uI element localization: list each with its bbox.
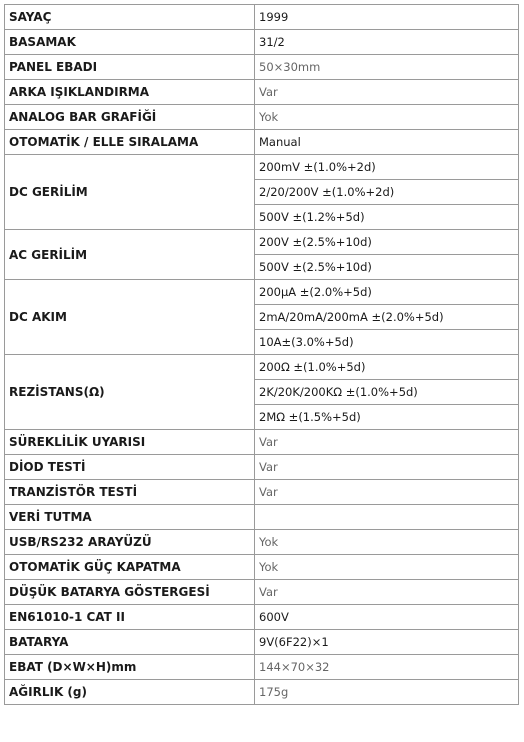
spec-label: SÜREKLİLİK UYARISI bbox=[5, 430, 255, 455]
table-row bbox=[5, 155, 519, 180]
spec-value: 2K/20K/200KΩ ±(1.0%+5d) bbox=[255, 380, 519, 405]
spec-value: 200V ±(2.5%+10d) bbox=[255, 230, 519, 255]
table-row bbox=[5, 80, 519, 105]
table-row bbox=[5, 605, 519, 630]
table-row bbox=[5, 430, 519, 455]
spec-label: BASAMAK bbox=[5, 30, 255, 55]
table-row bbox=[5, 55, 519, 80]
spec-value: Var bbox=[255, 480, 519, 505]
specifications-table-body bbox=[5, 5, 519, 705]
table-row bbox=[5, 280, 519, 305]
spec-label: ANALOG BAR GRAFİĞİ bbox=[5, 105, 255, 130]
spec-label: AC GERİLİM bbox=[5, 230, 255, 280]
spec-label: BATARYA bbox=[5, 630, 255, 655]
spec-value: Var bbox=[255, 430, 519, 455]
spec-value: 200mV ±(1.0%+2d) bbox=[255, 155, 519, 180]
specifications-table bbox=[4, 4, 519, 705]
spec-label: REZİSTANS(Ω) bbox=[5, 355, 255, 430]
spec-value: 31/2 bbox=[255, 30, 519, 55]
spec-label: PANEL EBADI bbox=[5, 55, 255, 80]
spec-label: ARKA IŞIKLANDIRMA bbox=[5, 80, 255, 105]
spec-label: SAYAÇ bbox=[5, 5, 255, 30]
spec-label: DC GERİLİM bbox=[5, 155, 255, 230]
table-row bbox=[5, 580, 519, 605]
spec-value: Var bbox=[255, 580, 519, 605]
spec-label: OTOMATİK / ELLE SIRALAMA bbox=[5, 130, 255, 155]
table-row bbox=[5, 680, 519, 705]
spec-label: EN61010-1 CAT II bbox=[5, 605, 255, 630]
spec-value: 2/20/200V ±(1.0%+2d) bbox=[255, 180, 519, 205]
spec-value: 9V(6F22)×1 bbox=[255, 630, 519, 655]
spec-value: 200Ω ±(1.0%+5d) bbox=[255, 355, 519, 380]
spec-label: DÜŞÜK BATARYA GÖSTERGESİ bbox=[5, 580, 255, 605]
table-row bbox=[5, 555, 519, 580]
spec-label: DİOD TESTİ bbox=[5, 455, 255, 480]
spec-value: 10A±(3.0%+5d) bbox=[255, 330, 519, 355]
spec-value: Yok bbox=[255, 555, 519, 580]
spec-label: DC AKIM bbox=[5, 280, 255, 355]
table-row bbox=[5, 630, 519, 655]
table-row bbox=[5, 530, 519, 555]
table-row bbox=[5, 230, 519, 255]
spec-value: 2mA/20mA/200mA ±(2.0%+5d) bbox=[255, 305, 519, 330]
table-row bbox=[5, 355, 519, 380]
spec-value: Yok bbox=[255, 105, 519, 130]
spec-value: Yok bbox=[255, 530, 519, 555]
spec-value: 144×70×32 bbox=[255, 655, 519, 680]
spec-value bbox=[255, 505, 519, 530]
spec-label: USB/RS232 ARAYÜZÜ bbox=[5, 530, 255, 555]
spec-value: 600V bbox=[255, 605, 519, 630]
spec-label: AĞIRLIK (g) bbox=[5, 680, 255, 705]
spec-label: TRANZİSTÖR TESTİ bbox=[5, 480, 255, 505]
table-row bbox=[5, 5, 519, 30]
spec-value: 1999 bbox=[255, 5, 519, 30]
table-row bbox=[5, 480, 519, 505]
spec-label: VERİ TUTMA bbox=[5, 505, 255, 530]
spec-value: 200μA ±(2.0%+5d) bbox=[255, 280, 519, 305]
spec-value: 2MΩ ±(1.5%+5d) bbox=[255, 405, 519, 430]
table-row bbox=[5, 30, 519, 55]
spec-value: Var bbox=[255, 80, 519, 105]
spec-value: Manual bbox=[255, 130, 519, 155]
spec-value: 500V ±(1.2%+5d) bbox=[255, 205, 519, 230]
spec-value: 500V ±(2.5%+10d) bbox=[255, 255, 519, 280]
table-row bbox=[5, 505, 519, 530]
spec-value: Var bbox=[255, 455, 519, 480]
spec-value: 175g bbox=[255, 680, 519, 705]
spec-value: 50×30mm bbox=[255, 55, 519, 80]
table-row bbox=[5, 130, 519, 155]
table-row bbox=[5, 105, 519, 130]
table-row bbox=[5, 655, 519, 680]
spec-label: EBAT (D×W×H)mm bbox=[5, 655, 255, 680]
spec-label: OTOMATİK GÜÇ KAPATMA bbox=[5, 555, 255, 580]
table-row bbox=[5, 455, 519, 480]
